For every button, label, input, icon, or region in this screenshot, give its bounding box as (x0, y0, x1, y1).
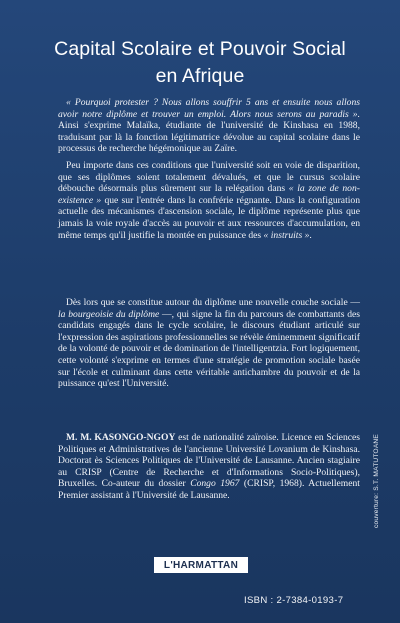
paragraph-2-text-a: Peu importe dans ces conditions que l'université soit en voie de disparition, que ses diplômes soient totalement dévalués, et que le cursus scolaire débouche désormais plus sûrement sur la relégation dans (58, 160, 360, 195)
blurb-paragraph-2 (58, 160, 360, 241)
blurb-paragraph-3 (58, 297, 360, 390)
bourgeoisie-term: la bourgeoisie du diplôme (58, 308, 160, 320)
publisher-name: L'HARMATTAN (163, 559, 239, 571)
dossier-title: Congo 1967 (190, 478, 240, 490)
author-bio (58, 432, 360, 502)
instruits-quote: « instruits » (263, 229, 310, 241)
title-line-1: Capital Scolaire et Pouvoir Social (54, 38, 346, 60)
paragraph-3-text-a: Dès lors que se constitue autour du diplôme une nouvelle couche sociale — (66, 297, 360, 308)
zone-quote: « la zone de non-existence » (58, 183, 360, 206)
blurb-paragraph-1 (58, 97, 360, 155)
author-name: M. M. KASONGO-NGOY (66, 432, 176, 443)
student-quote: « Pourquoi protester ? Nous allons souffrir 5 ans et ensuite nous allons avoir notre diplôme et trouver un emploi. Alors nous serons au paradis ». (58, 97, 360, 120)
book-title (20, 36, 380, 90)
title-line-2: en Afrique (155, 65, 245, 87)
cover-credit (371, 418, 381, 528)
publisher-logo (154, 557, 248, 573)
paragraph-2-text-b: que sur l'entrée dans la confrérie régnante. Dans la configuration actuelle des mécanismes d'ascension sociale, le diplôme représente plus que jamais la voie royale d'accès au pouvoir et aux ressources d'accumulation, en même temps qu'il justifie la montée en puissance des (58, 194, 360, 241)
author-bio-text-a: est de nationalité zaïroise. Licence en Sciences Politiques et Administratives de l'ancienne Université Lovanium de Kinshasa. Doctorat ès Sciences Politiques de l'Université de Lausanne. Ancien stagiaire au CRISP (Centre de Recherche et d'Informations Socio-Politiques), Bruxelles. Co-auteur du dossier (58, 432, 360, 490)
paragraph-3-text-b: —, qui signe la fin du parcours de combattants des candidats engagés dans le cycle scolaire, le discours étudiant articulé sur l'expression des aspirations professionnelles se révèle éminemment significatif de la volonté de pouvoir et de domination de l'intelligentzia. Fort logiquement, cette volonté s'exprime en termes d'une stratégie de promotion sociale basée sur l'école et culminant dans cette véritable antichambre du pouvoir et de la puissance qu'est l'Université. (58, 308, 360, 390)
isbn-number: ISBN : 2-7384-0193-7 (244, 595, 344, 606)
author-bio-text-b: (CRISP, 1968). Actuellement Premier assistant à l'Université de Lausanne. (58, 478, 360, 501)
paragraph-2-text-c: . (309, 229, 312, 241)
cover-credit-text: couverture: S.T. MATUTOANE (373, 434, 380, 528)
paragraph-1-text: Ainsi s'exprime Malaïka, étudiante de l'université de Kinshasa en 1988, traduisant par là la fonction légitimatrice dévolue au capital scolaire dans le processus de recherche hégémonique au Zaïre. (58, 120, 360, 155)
